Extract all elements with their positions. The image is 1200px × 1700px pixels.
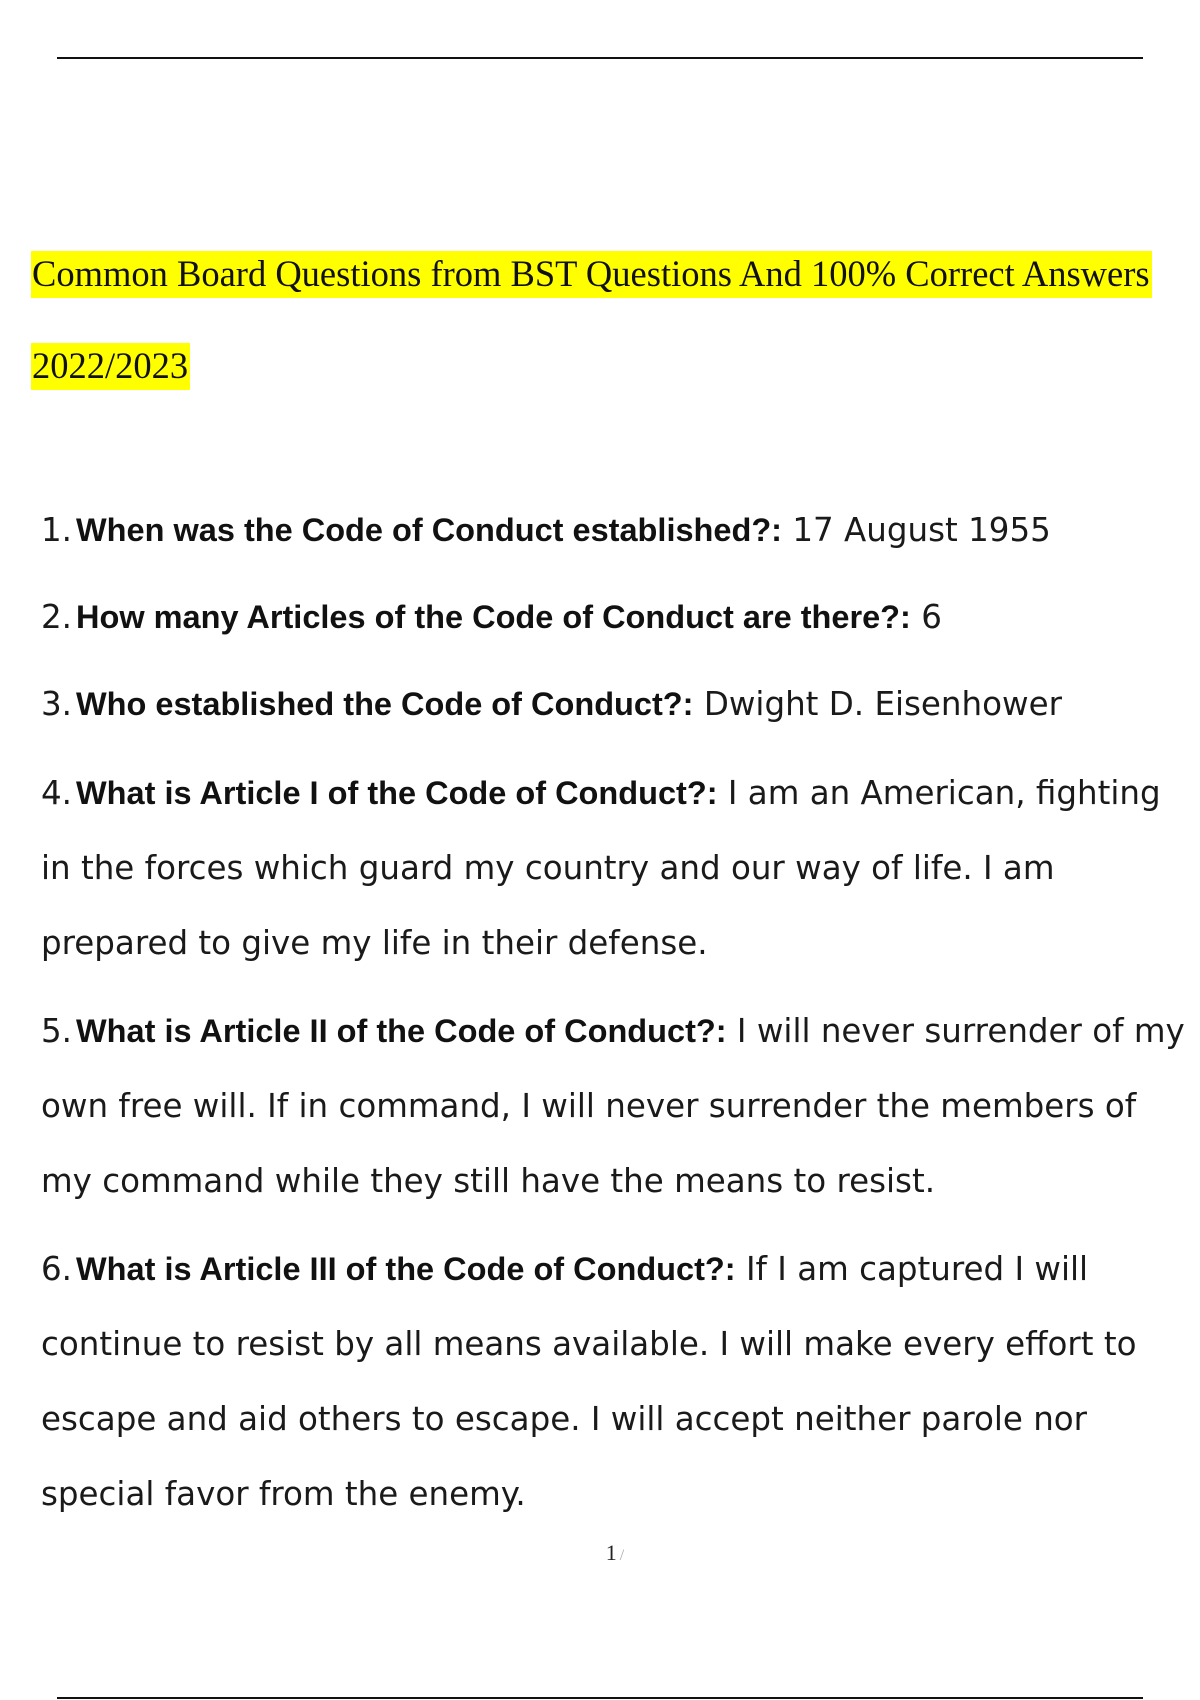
item-number: 2. — [41, 598, 73, 636]
question-text: When was the Code of Conduct established?: — [76, 512, 783, 548]
page-number-value: 1 — [605, 1540, 617, 1565]
qa-item-2 — [41, 580, 1191, 655]
qa-item-5 — [41, 994, 1191, 1219]
top-rule — [57, 57, 1143, 59]
answer-text: Dwight D. Eisenhower — [703, 685, 1062, 723]
bottom-rule — [57, 1697, 1143, 1699]
qa-item-3 — [41, 667, 1191, 742]
qa-item-1 — [41, 493, 1191, 568]
page-number — [0, 1540, 1200, 1566]
answer-text: I am an American, fighting in the forces which guard my country and our way of life. I am prepared to give my life in their defense. — [41, 774, 1161, 962]
item-number: 5. — [41, 1012, 73, 1050]
title-highlight: Common Board Questions from BST Questions And 100% Correct Answers 2022/2023 — [31, 251, 1152, 390]
qa-item-6 — [41, 1232, 1191, 1532]
question-text: What is Article I of the Code of Conduct?: — [76, 775, 718, 811]
question-text: How many Articles of the Code of Conduct are there?: — [76, 599, 911, 635]
question-text: What is Article III of the Code of Conduct?: — [76, 1251, 736, 1287]
answer-text: 17 August 1955 — [792, 511, 1051, 549]
answer-text: If I am captured I will continue to resist by all means available. I will make every effort to escape and aid others to escape. I will accept neither parole nor special favor from the enemy. — [41, 1250, 1137, 1513]
item-number: 6. — [41, 1250, 73, 1288]
document-title — [31, 228, 1171, 412]
question-text: What is Article II of the Code of Conduct?: — [76, 1013, 727, 1049]
question-text: Who established the Code of Conduct?: — [76, 686, 694, 722]
answer-text: 6 — [921, 598, 942, 636]
page-number-separator: / — [619, 1547, 625, 1564]
item-number: 4. — [41, 774, 73, 812]
item-number: 3. — [41, 685, 73, 723]
answer-text: I will never surrender of my own free will. If in command, I will never surrender the members of my command while they still have the means to resist. — [41, 1012, 1185, 1200]
qa-item-4 — [41, 756, 1191, 981]
item-number: 1. — [41, 511, 73, 549]
